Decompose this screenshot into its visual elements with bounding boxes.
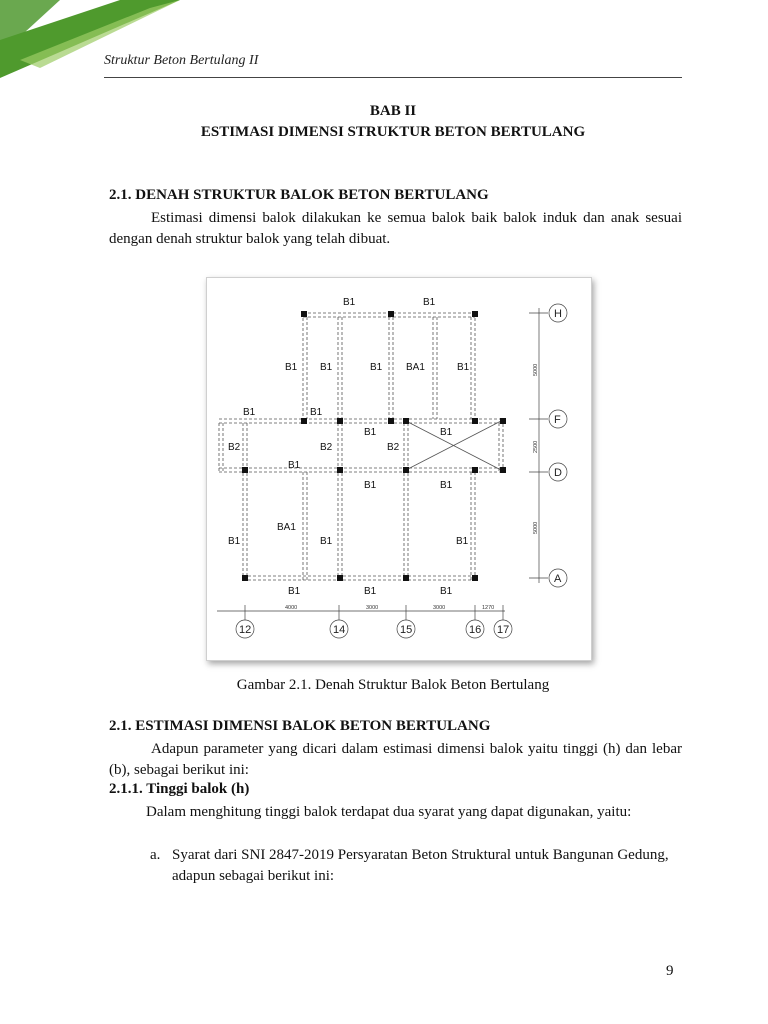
beam-plan-figure [206,277,592,661]
beam-label: B2 [387,442,400,453]
beam-label: B1 [457,362,470,373]
column-dimension: 1270 [482,605,495,611]
chapter-label: BAB II [369,103,417,119]
grid-row-label: H [554,308,562,320]
row-dimension: 5000 [533,521,539,534]
grid-column-label: 15 [400,624,413,636]
column-dimension: 3000 [433,605,446,611]
subsection-heading-tinggi-balok: 2.1.1. Tinggi balok (h) [109,781,250,797]
beam-label: B1 [364,427,377,438]
section-heading-estimasi: 2.1. ESTIMASI DIMENSI BALOK BETON BERTULANG [109,718,491,734]
section-heading-denah: 2.1. DENAH STRUKTUR BALOK BETON BERTULANG [109,187,489,203]
chapter-title: ESTIMASI DIMENSI STRUKTUR BETON BERTULANG [200,124,586,140]
beam-label: B1 [456,536,469,547]
row-dimension: 5000 [533,363,539,376]
beam-label: B1 [320,362,333,373]
grid-row-label: F [554,414,561,426]
beam-label: B1 [228,536,241,547]
beam-label: BA1 [277,522,296,533]
beam-label: B1 [440,427,453,438]
beam-label: B1 [288,586,301,597]
beam-label: B2 [228,442,241,453]
running-header: Struktur Beton Bertulang II [104,53,259,68]
list-item-text: Syarat dari SNI 2847-2019 Persyaratan Beton Struktural untuk Bangunan Gedung, adapun sebagai berikut ini: [172,847,669,884]
list-marker: a. [150,847,161,863]
page-number: 9 [666,963,674,979]
subsection-paragraph: Dalam menghitung tinggi balok terdapat dua syarat yang dapat digunakan, yaitu: [146,804,632,820]
beam-label: B1 [364,480,377,491]
grid-column-label: 14 [333,624,346,636]
beam-label: B1 [320,536,333,547]
beam-plan-drawing [207,278,591,660]
beam-label: B1 [370,362,383,373]
beam-label: B1 [285,362,298,373]
section-paragraph-estimasi: Adapun parameter yang dicari dalam estimasi dimensi balok yaitu tinggi (h) dan lebar (b), sebagai berikut ini: [109,741,682,778]
column-dimension: 4000 [285,605,298,611]
beam-label: B1 [243,407,256,418]
grid-row-label: A [554,573,562,585]
grid-column-label: 16 [469,624,482,636]
beam-label: B1 [440,586,453,597]
column-dimension: 3000 [366,605,379,611]
beam-label: B1 [288,460,301,471]
figure-caption: Gambar 2.1. Denah Struktur Balok Beton Bertulang [236,677,550,693]
beam-label: B2 [320,442,333,453]
beam-label: B1 [364,586,377,597]
header-rule [104,77,682,78]
beam-label: B1 [310,407,323,418]
grid-column-label: 17 [497,624,510,636]
grid-row-label: D [554,467,562,479]
beam-label: B1 [343,297,356,308]
grid-column-label: 12 [239,624,252,636]
beam-label: B1 [423,297,436,308]
beam-label: BA1 [406,362,425,373]
section-paragraph-denah: Estimasi dimensi balok dilakukan ke semua balok baik balok induk dan anak sesuai dengan denah struktur balok yang telah dibuat. [109,210,682,247]
row-dimension: 2500 [533,440,539,453]
beam-label: B1 [440,480,453,491]
